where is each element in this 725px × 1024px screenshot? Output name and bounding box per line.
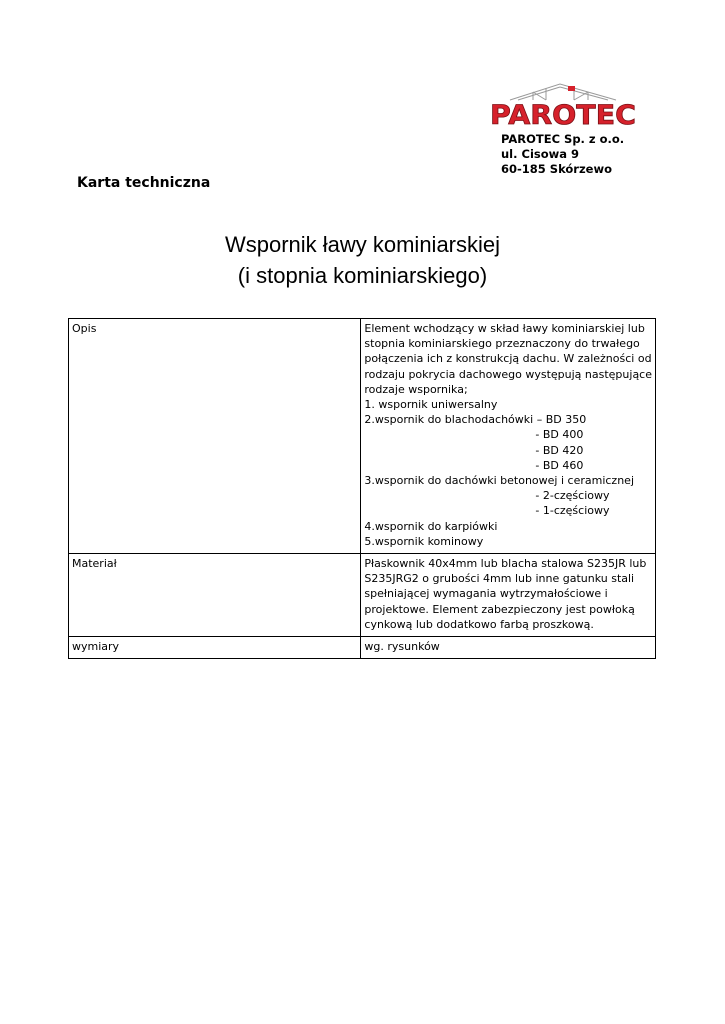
value-line: 4.wspornik do karpiówki: [364, 519, 498, 533]
row-label: Materiał: [69, 554, 361, 637]
value-line: - BD 400: [535, 428, 584, 442]
value-line: wg. rysunków: [364, 640, 440, 654]
company-street: ul. Cisowa 9: [501, 147, 580, 161]
value-line: połączenia ich z konstrukcją dachu. W zależności od: [364, 352, 652, 366]
value-line: rodzaju pokrycia dachowego występują następujące: [364, 367, 652, 381]
value-line: rodzaje wspornika;: [364, 382, 468, 396]
company-name: PAROTEC Sp. z o.o.: [501, 132, 625, 146]
value-line: cynkową lub dodatkowo farbą proszkową.: [364, 617, 594, 631]
row-value: [361, 637, 656, 659]
value-line: S235JRG2 o grubości 4mm lub inne gatunku stali: [364, 572, 635, 586]
value-line: 5.wspornik kominowy: [364, 534, 484, 548]
value-line: - BD 460: [535, 458, 584, 472]
document-type: Karta techniczna: [77, 175, 211, 191]
value-line: stopnia kominiarskiego przeznaczony do trwałego: [364, 337, 640, 351]
row-label: wymiary: [69, 637, 361, 659]
document-title: [0, 229, 725, 291]
company-address: [501, 132, 624, 177]
value-line: Element wchodzący w skład ławy kominiarskiej lub: [364, 322, 645, 335]
value-line: - 1-częściowy: [535, 504, 610, 518]
row-value: [361, 319, 656, 554]
value-line: 1. wspornik uniwersalny: [364, 398, 498, 412]
value-line: Płaskownik 40x4mm lub blacha stalowa S235JR lub: [364, 557, 647, 571]
title-line-2: (i stopnia kominiarskiego): [237, 263, 488, 288]
value-line: - 2-częściowy: [535, 489, 610, 503]
row-value: [361, 554, 656, 637]
value-line: spełniającej wymagania wytrzymałościowe i: [364, 587, 608, 601]
value-line: - BD 420: [535, 443, 584, 457]
row-label: Opis: [69, 319, 361, 554]
parotec-logo: [488, 82, 638, 128]
company-city: 60-185 Skórzewo: [501, 162, 612, 176]
value-line: 2.wspornik do blachodachówki – BD 350: [364, 413, 587, 427]
logo-text: PAROTEC: [490, 100, 636, 128]
title-line-1: Wspornik ławy kominiarskiej: [224, 232, 501, 257]
value-line: projektowe. Element zabezpieczony jest powłoką: [364, 602, 635, 616]
table-row: [69, 554, 656, 637]
spec-table: [68, 318, 656, 659]
value-line: 3.wspornik do dachówki betonowej i ceramicznej: [364, 474, 634, 488]
table-row: [69, 319, 656, 554]
table-row: [69, 637, 656, 659]
